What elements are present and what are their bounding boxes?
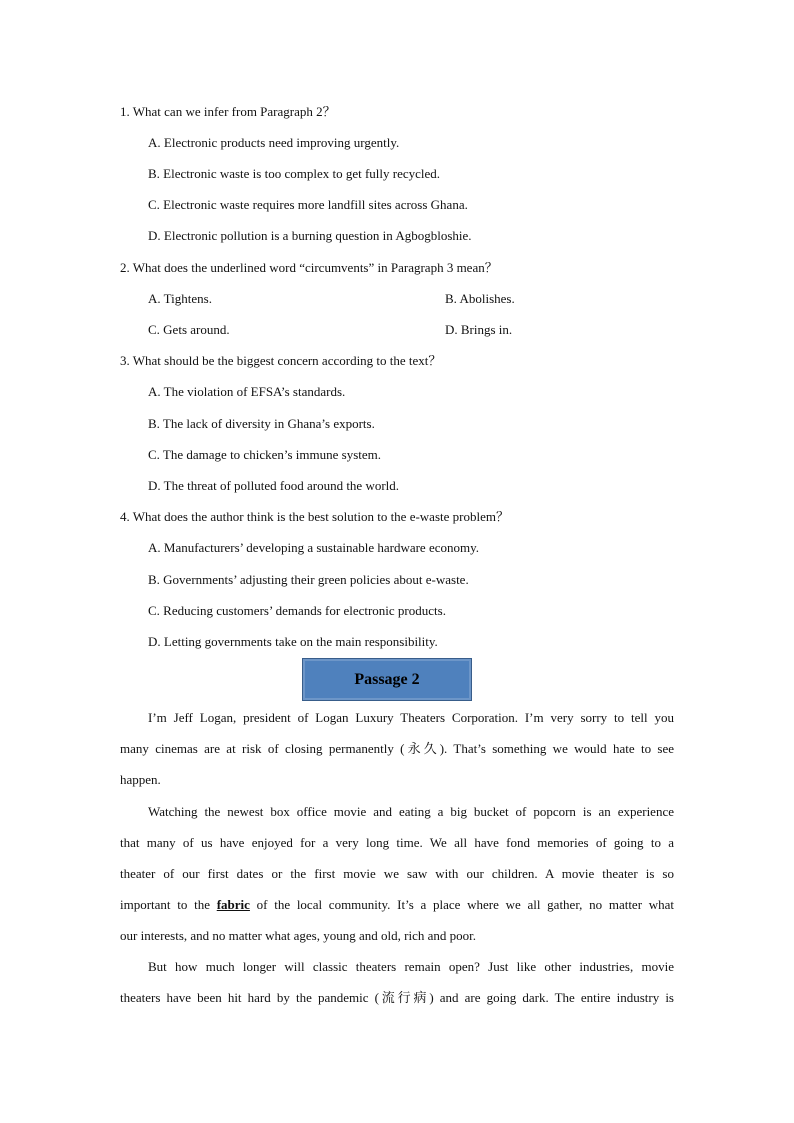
question-3-option-d: D. The threat of polluted food around the world. [148,478,400,493]
question-3-option-b: B. The lack of diversity in Ghana’s exports. [148,416,375,431]
paragraph-1-line-2: many cinemas are at risk of closing permanently (永久). That’s something we would hate to see [120,741,674,756]
line-4-prefix: important to the [120,897,210,912]
paragraph-2-line-1: Watching the newest box office movie and eating a big bucket of popcorn is an experience [148,804,674,819]
question-2-option-b: B. Abolishes. [445,291,515,306]
question-2-option-c: C. Gets around. [148,322,230,337]
question-3-option-a: A. The violation of EFSA’s standards. [148,384,346,399]
question-2-option-a: A. Tightens. [148,291,212,306]
question-4-option-b: B. Governments’ adjusting their green policies about e-waste. [148,572,469,587]
paragraph-3-line-2: theaters have been hit hard by the pandemic (流行病) and are going dark. The entire industry is [120,990,674,1005]
paragraph-3-line-1: But how much longer will classic theaters remain open? Just like other industries, movie [148,959,674,974]
line-4-suffix: of the local community. It’s a place where we all gather, no matter what [256,897,675,912]
underlined-word-fabric: fabric [216,897,250,912]
passage-title: Passage 2 [354,670,420,688]
paragraph-1-line-3: happen. [120,772,161,787]
question-1-option-a: A. Electronic products need improving urgently. [148,135,400,150]
question-4-option-d: D. Letting governments take on the main responsibility. [148,634,438,649]
question-1-option-d: D. Electronic pollution is a burning question in Agbogbloshie. [148,228,472,243]
question-4-stem: 4. What does the author think is the best solution to the e-waste problem？ [120,509,509,524]
question-4-option-c: C. Reducing customers’ demands for electronic products. [148,603,446,618]
passage-title-box [302,658,472,701]
paragraph-2-line-3: theater of our first dates or the first movie we saw with our children. A movie theater is so [120,866,674,881]
paragraph-1-line-1: I’m Jeff Logan, president of Logan Luxury Theaters Corporation. I’m very sorry to tell you [148,710,674,725]
paragraph-2-line-2: that many of us have enjoyed for a very long time. We all have fond memories of going to a [120,835,674,850]
paragraph-2-line-5: our interests, and no matter what ages, young and old, rich and poor. [120,928,476,943]
question-4-option-a: A. Manufacturers’ developing a sustainable hardware economy. [148,540,480,555]
question-3-option-c: C. The damage to chicken’s immune system. [148,447,381,462]
paragraph-2-line-4 [120,889,674,920]
question-2-stem: 2. What does the underlined word “circumvents” in Paragraph 3 mean？ [120,260,498,275]
question-3-stem: 3. What should be the biggest concern according to the text？ [120,353,442,368]
question-1-stem: 1. What can we infer from Paragraph 2？ [120,104,336,119]
question-1-option-c: C. Electronic waste requires more landfill sites across Ghana. [148,197,468,212]
question-2-option-d: D. Brings in. [445,322,513,337]
question-1-option-b: B. Electronic waste is too complex to get fully recycled. [148,166,441,181]
